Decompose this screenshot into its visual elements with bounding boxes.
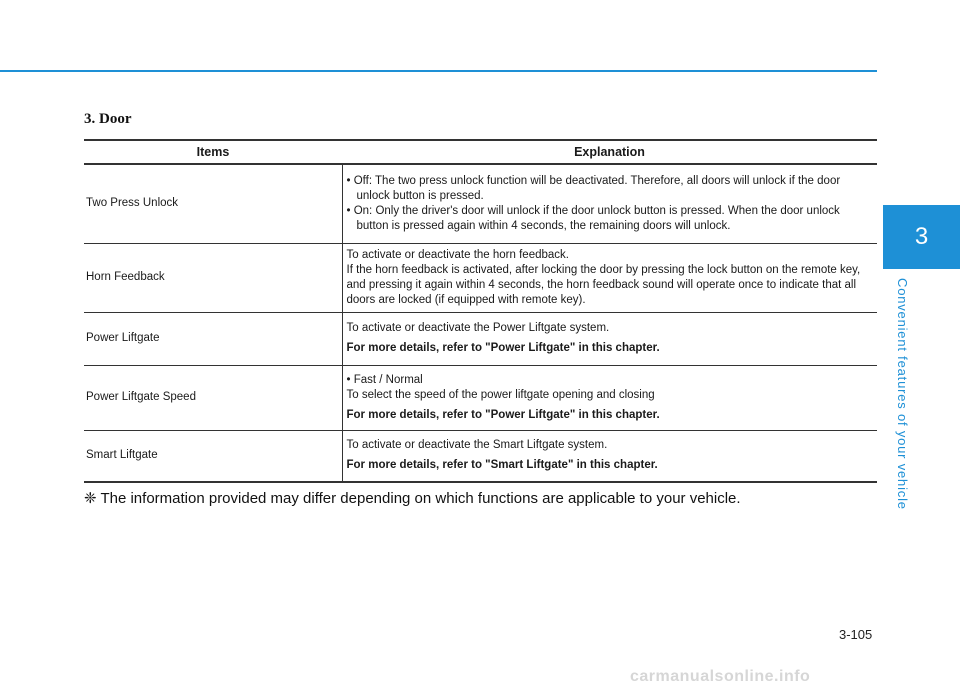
page-number: 3-105: [839, 627, 873, 642]
explanation-text: To activate or deactivate the horn feedback.: [346, 248, 569, 261]
top-rule: [0, 70, 877, 72]
table-header-row: [84, 140, 877, 164]
explanation-text: To activate or deactivate the Smart Liftgate system.: [346, 439, 608, 452]
row-explanation: [342, 312, 877, 365]
row-item-label: Power Liftgate: [84, 312, 342, 365]
explanation-reference: For more details, refer to "Smart Liftgate" in this chapter.: [346, 459, 658, 472]
footnote: ❈ The information provided may differ depending on which functions are applicable to your vehicle.: [84, 490, 741, 507]
table-row: [84, 365, 877, 430]
table-row: [84, 243, 877, 312]
table-row: [84, 164, 877, 243]
explanation-reference: For more details, refer to "Power Liftgate" in this chapter.: [346, 342, 660, 354]
header-items: Items: [84, 140, 342, 164]
header-explanation: Explanation: [342, 140, 877, 164]
row-item-label: Horn Feedback: [84, 243, 342, 312]
chapter-title: Convenient features of your vehicle: [895, 278, 910, 510]
section-title: 3. Door: [84, 111, 132, 127]
row-explanation: [342, 164, 877, 243]
row-item-label: Two Press Unlock: [84, 164, 342, 243]
row-item-label: Power Liftgate Speed: [84, 365, 342, 430]
chapter-number-tab: 3: [883, 205, 960, 269]
explanation-bullet: • On: Only the driver's door will unlock if the door unlock button is pressed. When the door unlock button is pressed again within 4 seconds, the remaining doors will unlock.: [346, 204, 840, 232]
row-explanation: [342, 243, 877, 312]
table-row: [84, 312, 877, 365]
explanation-bullet: • Off: The two press unlock function will be deactivated. Therefore, all doors will unlock if the door unlock button is pressed.: [346, 174, 841, 202]
row-explanation: [342, 430, 877, 482]
explanation-text: If the horn feedback is activated, after locking the door by pressing the lock button on the remote key, and pressing it again within 4 seconds, the horn feedback sound will operate once to indicate that all doors are locked (if equipped with remote key).: [346, 263, 861, 306]
explanation-text: To select the speed of the power liftgate opening and closing: [346, 388, 655, 401]
row-item-label: Smart Liftgate: [84, 430, 342, 482]
explanation-text: To activate or deactivate the Power Liftgate system.: [346, 322, 610, 334]
watermark: carmanualsonline.info: [630, 668, 811, 685]
row-explanation: [342, 365, 877, 430]
door-settings-table: [84, 139, 877, 483]
table-row: [84, 430, 877, 482]
explanation-reference: For more details, refer to "Power Liftgate" in this chapter.: [346, 408, 660, 421]
explanation-bullet: • Fast / Normal: [346, 373, 423, 386]
